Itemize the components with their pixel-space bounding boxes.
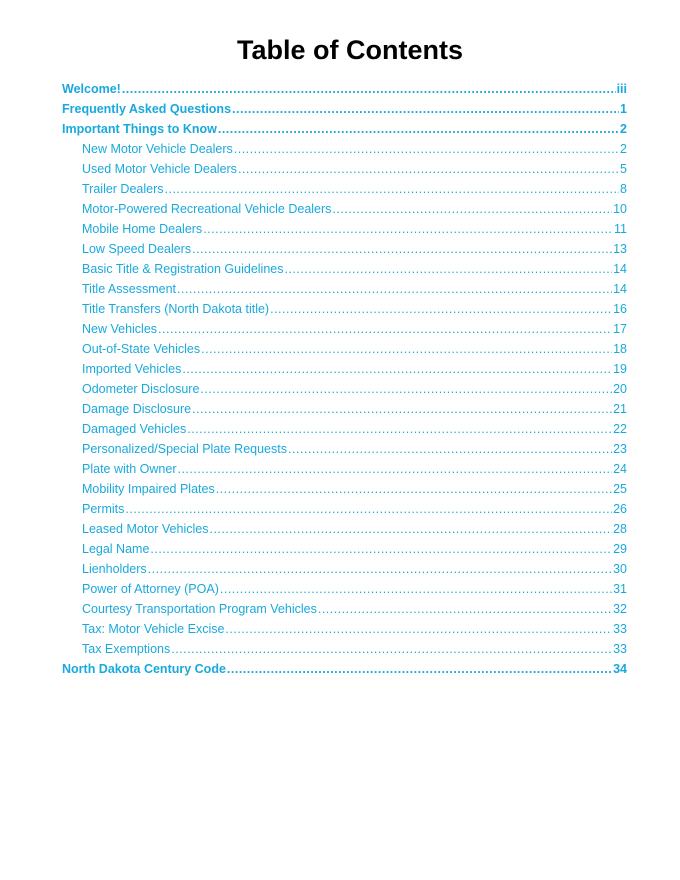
dot-leader [171,639,612,659]
dot-leader [232,99,619,119]
toc-entry-label: Tax: Motor Vehicle Excise [82,622,225,636]
toc-page-number: 14 [613,262,627,276]
toc-item [62,79,627,99]
toc-page-number: iii [616,82,627,96]
toc-subsection-link[interactable] [62,479,627,499]
toc-page-number: 26 [613,502,627,516]
toc-subsection-link[interactable] [62,259,627,279]
toc-item [62,99,627,119]
toc-entry-label: Mobility Impaired Plates [82,482,215,496]
toc-item [62,339,627,359]
toc-item [62,499,627,519]
toc-subsection-link[interactable] [62,179,627,199]
toc-subsection-link[interactable] [62,359,627,379]
toc-subsection-link[interactable] [62,319,627,339]
toc-item [62,559,627,579]
toc-page-number: 22 [613,422,627,436]
toc-page-number: 13 [613,242,627,256]
toc-page-number: 21 [613,402,627,416]
toc-item [62,179,627,199]
dot-leader [216,479,612,499]
toc-page-number: 5 [620,162,627,176]
toc-entry-label: New Motor Vehicle Dealers [82,142,233,156]
dot-leader [332,199,612,219]
dot-leader [218,119,619,139]
toc-subsection-link[interactable] [62,499,627,519]
toc-item [62,659,627,679]
toc-item [62,439,627,459]
toc-entry-label: Legal Name [82,542,150,556]
toc-page-number: 32 [613,602,627,616]
dot-leader [227,659,612,679]
toc-subsection-link[interactable] [62,299,627,319]
toc-page-number: 17 [613,322,627,336]
toc-entry-label: Odometer Disclosure [82,382,200,396]
toc-subsection-link[interactable] [62,559,627,579]
toc-page-number: 31 [613,582,627,596]
toc-entry-label: Welcome! [62,82,121,96]
toc-entry-label: Courtesy Transportation Program Vehicles [82,602,317,616]
toc-page-number: 1 [620,102,627,116]
dot-leader [209,519,612,539]
toc-item [62,119,627,139]
toc-entry-label: Personalized/Special Plate Requests [82,442,287,456]
toc-page-number: 2 [620,122,627,136]
toc-item [62,319,627,339]
dot-leader [158,319,612,339]
toc-entry-label: Low Speed Dealers [82,242,192,256]
toc-subsection-link[interactable] [62,239,627,259]
toc-page-number: 25 [613,482,627,496]
toc-item [62,459,627,479]
toc-item [62,419,627,439]
toc-subsection-link[interactable] [62,339,627,359]
toc-section-link[interactable] [62,659,627,679]
toc-entry-label: Motor-Powered Recreational Vehicle Dealers [82,202,332,216]
toc-subsection-link[interactable] [62,639,627,659]
toc-entry-label: Tax Exemptions [82,642,171,656]
toc-item [62,619,627,639]
toc-item [62,579,627,599]
toc-subsection-link[interactable] [62,399,627,419]
page-title: Table of Contents [237,35,463,65]
toc-subsection-link[interactable] [62,459,627,479]
toc-entry-label: Frequently Asked Questions [62,102,232,116]
dot-leader [177,279,612,299]
toc-page-number: 10 [613,202,627,216]
toc-subsection-link[interactable] [62,159,627,179]
dot-leader [284,259,612,279]
toc-entry-label: Title Assessment [82,282,177,296]
toc-item [62,199,627,219]
toc-item [62,139,627,159]
toc-item [62,159,627,179]
dot-leader [270,299,612,319]
toc-subsection-link[interactable] [62,539,627,559]
toc-subsection-link[interactable] [62,439,627,459]
dot-leader [200,379,612,399]
toc-entry-label: North Dakota Century Code [62,662,226,676]
toc-subsection-link[interactable] [62,599,627,619]
dot-leader [203,219,613,239]
dot-leader [220,579,612,599]
toc-subsection-link[interactable] [62,419,627,439]
toc-page-number: 8 [620,182,627,196]
toc-page-number: 16 [613,302,627,316]
toc-entry-label: Used Motor Vehicle Dealers [82,162,237,176]
toc-section-link[interactable] [62,119,627,139]
toc-page-number: 28 [613,522,627,536]
toc-subsection-link[interactable] [62,199,627,219]
toc-subsection-link[interactable] [62,379,627,399]
toc-subsection-link[interactable] [62,139,627,159]
toc-page-number: 30 [613,562,627,576]
toc-entry-label: Trailer Dealers [82,182,164,196]
toc-entry-label: Power of Attorney (POA) [82,582,219,596]
dot-leader [225,619,612,639]
toc-page-number: 33 [613,622,627,636]
toc-entry-label: Permits [82,502,125,516]
toc-item [62,399,627,419]
toc-item [62,239,627,259]
dot-leader [238,159,619,179]
toc-item [62,379,627,399]
toc-item [62,219,627,239]
toc-page-number: 24 [613,462,627,476]
toc-page-number: 14 [613,282,627,296]
toc-subsection-link[interactable] [62,579,627,599]
toc-item [62,599,627,619]
toc-item [62,359,627,379]
toc-page-number: 29 [613,542,627,556]
toc-item [62,259,627,279]
toc-entry-label: Damage Disclosure [82,402,192,416]
toc-page-number: 11 [614,222,627,236]
toc-item [62,479,627,499]
toc-entry-label: Lienholders [82,562,147,576]
toc-entry-label: Imported Vehicles [82,362,182,376]
dot-leader [148,559,612,579]
toc-page-number: 20 [613,382,627,396]
toc-entry-label: Important Things to Know [62,122,217,136]
dot-leader [122,79,616,99]
toc-entry-label: Mobile Home Dealers [82,222,203,236]
dot-leader [150,539,612,559]
dot-leader [318,599,612,619]
dot-leader [187,419,612,439]
dot-leader [201,339,612,359]
dot-leader [192,399,612,419]
toc-item [62,639,627,659]
table-of-contents [62,79,627,679]
toc-subsection-link[interactable] [62,519,627,539]
toc-page-number: 33 [613,642,627,656]
toc-item [62,519,627,539]
toc-subsection-link[interactable] [62,279,627,299]
dot-leader [165,179,620,199]
toc-entry-label: Leased Motor Vehicles [82,522,209,536]
toc-entry-label: Plate with Owner [82,462,177,476]
dot-leader [288,439,612,459]
toc-entry-label: Out-of-State Vehicles [82,342,201,356]
toc-page-number: 18 [613,342,627,356]
dot-leader [125,499,612,519]
toc-entry-label: Basic Title & Registration Guidelines [82,262,284,276]
toc-section-link[interactable] [62,79,627,99]
dot-leader [177,459,612,479]
toc-item [62,299,627,319]
dot-leader [182,359,612,379]
toc-section-link[interactable] [62,99,627,119]
toc-page-number: 2 [620,142,627,156]
toc-item [62,539,627,559]
toc-subsection-link[interactable] [62,219,627,239]
toc-page-number: 19 [613,362,627,376]
toc-subsection-link[interactable] [62,619,627,639]
toc-page-number: 34 [613,662,627,676]
toc-item [62,279,627,299]
toc-page-number: 23 [613,442,627,456]
toc-entry-label: New Vehicles [82,322,158,336]
dot-leader [192,239,612,259]
dot-leader [234,139,619,159]
toc-entry-label: Damaged Vehicles [82,422,187,436]
toc-entry-label: Title Transfers (North Dakota title) [82,302,270,316]
